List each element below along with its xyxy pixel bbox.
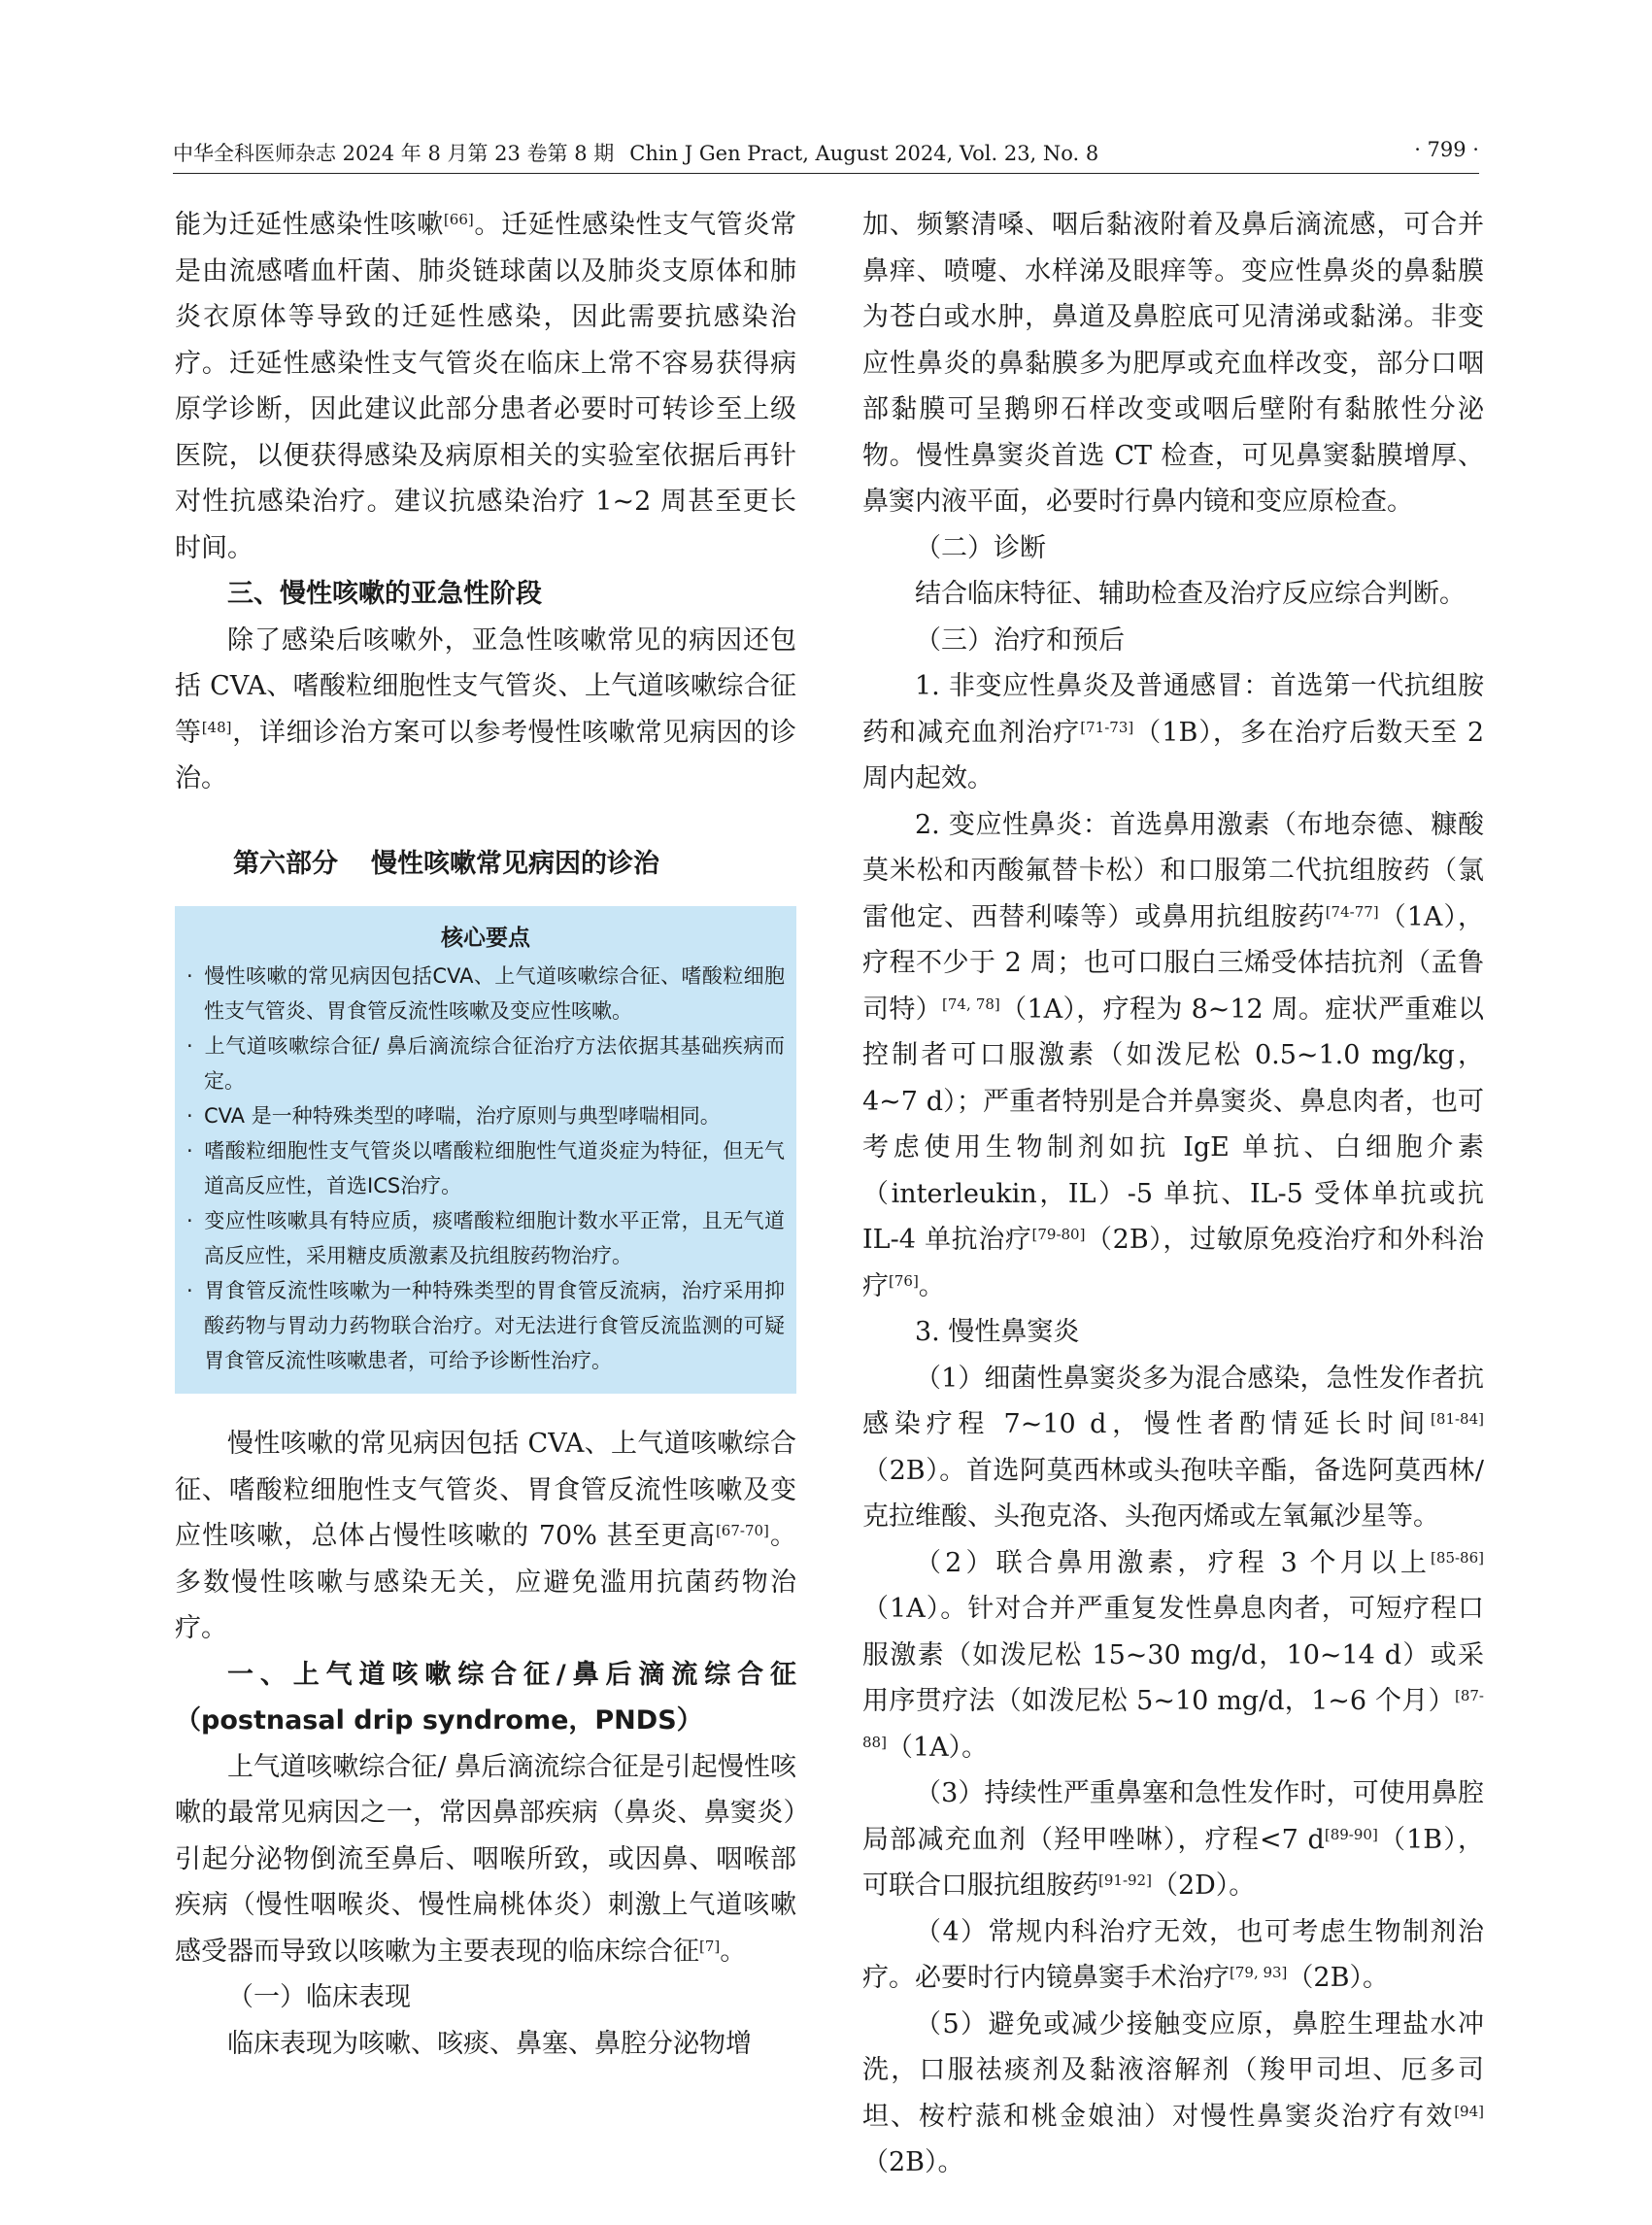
left-column bbox=[175, 202, 796, 2067]
key-points-box bbox=[175, 906, 796, 1394]
citation: [81-84] bbox=[1431, 1410, 1484, 1428]
key-points-list bbox=[186, 959, 785, 1378]
part-title: 慢性咳嗽常见病因的诊治 bbox=[371, 848, 659, 879]
part-number: 第六部分 bbox=[233, 848, 338, 879]
paragraph: 临床表现为咳嗽、咳痰、鼻塞、鼻腔分泌物增 bbox=[227, 2028, 752, 2059]
citation: [87-88] bbox=[862, 1687, 1484, 1751]
list-item: · 嗜酸粒细胞性支气管炎以嗜酸粒细胞性气道炎症为特征，但无气道高反应性，首选ICS治疗。 bbox=[186, 1133, 785, 1203]
paragraph: 能为迁延性感染性咳嗽[66]。迁延性感染性支气管炎常是由流感嗜血杆菌、肺炎链球菌以及肺炎支原体和肺炎衣原体等导致的迁延性感染，因此需要抗感染治疗。迁延性感染性支气管炎在临床上常不容易获得病原学诊断，因此建议此部分患者必要时可转诊至上级医院，以便获得感染及病原相关的实验室依据后再针对性抗感染治疗。建议抗感染治疗 1~2 周甚至更长时间。 bbox=[175, 210, 797, 563]
citation: [94] bbox=[1454, 2102, 1484, 2120]
subsection-heading: （二）诊断 bbox=[915, 532, 1046, 563]
citation: [74-77] bbox=[1325, 902, 1379, 921]
paragraph: 上气道咳嗽综合征/ 鼻后滴流综合征是引起慢性咳嗽的最常见病因之一，常因鼻部疾病（鼻炎、鼻窦炎）引起分泌物倒流至鼻后、咽喉所致，或因鼻、咽喉部疾病（慢性咽喉炎、慢性扁桃体炎）刺激上气道咳嗽感受器而导致以咳嗽为主要表现的临床综合征[7]。 bbox=[175, 1751, 796, 1967]
list-item: · 上气道咳嗽综合征/ 鼻后滴流综合征治疗方法依据其基础疾病而定。 bbox=[186, 1028, 785, 1098]
subsection-heading: （三）治疗和预后 bbox=[915, 624, 1125, 656]
paragraph: 加、频繁清嗓、咽后黏液附着及鼻后滴流感，可合并鼻痒、喷嚏、水样涕及眼痒等。变应性鼻炎的鼻黏膜为苍白或水肿，鼻道及鼻腔底可见清涕或黏涕。非变应性鼻炎的鼻黏膜多为肥厚或充血样改变，部分口咽部黏膜可呈鹅卵石样改变或咽后壁附有黏脓性分泌物。慢性鼻窦炎首选 CT 检查，可见鼻窦黏膜增厚、鼻窦内液平面，必要时行鼻内镜和变应原检查。 bbox=[862, 210, 1484, 517]
paragraph: 1. 非变应性鼻炎及普通感冒：首选第一代抗组胺药和减充血剂治疗[71-73]（1B），多在治疗后数天至 2 周内起效。 bbox=[862, 671, 1485, 793]
paragraph: （4）常规内科治疗无效，也可考虑生物制剂治疗。必要时行内镜鼻窦手术治疗[79, 93]（2B）。 bbox=[862, 1916, 1484, 1993]
citation: [76] bbox=[889, 1271, 919, 1290]
page-number: · 799 · bbox=[1414, 138, 1479, 161]
part-heading bbox=[175, 841, 796, 888]
citation: [7] bbox=[699, 1937, 721, 1955]
citation: [79, 93] bbox=[1230, 1964, 1288, 1981]
section-heading: 三、慢性咳嗽的亚急性阶段 bbox=[227, 579, 542, 609]
paragraph: 慢性咳嗽的常见病因包括 CVA、上气道咳嗽综合征、嗜酸粒细胞性支气管炎、胃食管反流性咳嗽及变应性咳嗽，总体占慢性咳嗽的 70% 甚至更高[67-70]。多数慢性咳嗽与感染无关，应避免滥用抗菌药物治疗。 bbox=[175, 1429, 796, 1643]
paragraph: 2. 变应性鼻炎：首选鼻用激素（布地奈德、糠酸莫米松和丙酸氟替卡松）和口服第二代抗组胺药（氯雷他定、西替利嗪等）或鼻用抗组胺药[74-77]（1A），疗程不少于 2 周；也可口服白三烯受体拮抗剂（孟鲁司特）[74, 78]（1A），疗程为 8~12 周。症状严重难以控制者可口服激素（如泼尼松 0.5~1.0 mg/kg，4~7 d）；严重者特别是合并鼻窦炎、鼻息肉者，也可考虑使用生物制剂如抗 IgE 单抗、白细胞介素（interleukin，IL）-5 单抗、IL-5 受体单抗或抗 IL-4 单抗治疗[79-80]（2B），过敏原免疫治疗和外科治疗[76]。 bbox=[862, 809, 1485, 1301]
citation: [74, 78] bbox=[942, 995, 1000, 1013]
key-points-title: 核心要点 bbox=[441, 926, 530, 951]
page-header bbox=[173, 134, 1479, 174]
paragraph: （1）细菌性鼻窦炎多为混合感染，急性发作者抗感染疗程 7~10 d，慢性者酌情延长时间[81-84]（2B）。首选阿莫西林或头孢呋辛酯，备选阿莫西林/克拉维酸、头孢克洛、头孢丙烯或左氧氟沙星等。 bbox=[862, 1363, 1484, 1532]
citation: [91-92] bbox=[1098, 1871, 1152, 1889]
citation: [79-80] bbox=[1031, 1226, 1086, 1243]
subsection-heading: （一）临床表现 bbox=[227, 1982, 411, 2012]
list-item: · 变应性咳嗽具有特应质，痰嗜酸粒细胞计数水平正常，且无气道高反应性，采用糖皮质激素及抗组胺药物治疗。 bbox=[186, 1203, 785, 1273]
citation: [66] bbox=[443, 211, 474, 228]
paragraph: （2）联合鼻用激素，疗程 3 个月以上[85-86]（1A）。针对合并严重复发性鼻息肉者，可短疗程口服激素（如泼尼松 15~30 mg/d，10~14 d）或采用序贯疗法（如泼尼松 5~10 mg/d，1~6 个月）[87-88]（1A）。 bbox=[862, 1547, 1484, 1763]
list-item: · 慢性咳嗽的常见病因包括CVA、上气道咳嗽综合征、嗜酸粒细胞性支气管炎、胃食管反流性咳嗽及变应性咳嗽。 bbox=[186, 959, 785, 1028]
right-column bbox=[862, 202, 1484, 2186]
journal-info bbox=[173, 138, 1098, 167]
journal-name-cn: 中华全科医师杂志 2024 年 8 月第 23 卷第 8 期 bbox=[173, 142, 615, 165]
section-heading: 一、上气道咳嗽综合征/鼻后滴流综合征（postnasal drip syndrome，PNDS） bbox=[175, 1659, 796, 1736]
citation: [48] bbox=[201, 718, 232, 736]
citation: [67-70] bbox=[715, 1522, 769, 1539]
paragraph: （5）避免或减少接触变应原，鼻腔生理盐水冲洗，口服祛痰剂及黏液溶解剂（羧甲司坦、厄多司坦、桉柠蒎和桃金娘油）对慢性鼻窦炎治疗有效[94]（2B）。 bbox=[862, 2008, 1484, 2177]
journal-name-en: Chin J Gen Pract, August 2024, Vol. 23, No. 8 bbox=[629, 142, 1099, 165]
list-item: · 胃食管反流性咳嗽为一种特殊类型的胃食管反流病，治疗采用抑酸药物与胃动力药物联合治疗。对无法进行食管反流监测的可疑胃食管反流性咳嗽患者，可给予诊断性治疗。 bbox=[186, 1273, 785, 1378]
list-item: · CVA 是一种特殊类型的哮喘，治疗原则与典型哮喘相同。 bbox=[186, 1098, 785, 1133]
citation: [71-73] bbox=[1080, 718, 1134, 736]
subsection-heading: 3. 慢性鼻窦炎 bbox=[915, 1317, 1080, 1347]
paragraph: （3）持续性严重鼻塞和急性发作时，可使用鼻腔局部减充血剂（羟甲唑啉），疗程<7 d[89-90]（1B），可联合口服抗组胺药[91-92]（2D）。 bbox=[862, 1778, 1484, 1901]
paragraph: 除了感染后咳嗽外，亚急性咳嗽常见的病因还包括 CVA、嗜酸粒细胞性支气管炎、上气道咳嗽综合征等[48]，详细诊治方案可以参考慢性咳嗽常见病因的诊治。 bbox=[175, 624, 797, 793]
citation: [89-90] bbox=[1324, 1825, 1378, 1843]
citation: [85-86] bbox=[1431, 1548, 1484, 1567]
paragraph: 结合临床特征、辅助检查及治疗反应综合判断。 bbox=[915, 579, 1466, 609]
